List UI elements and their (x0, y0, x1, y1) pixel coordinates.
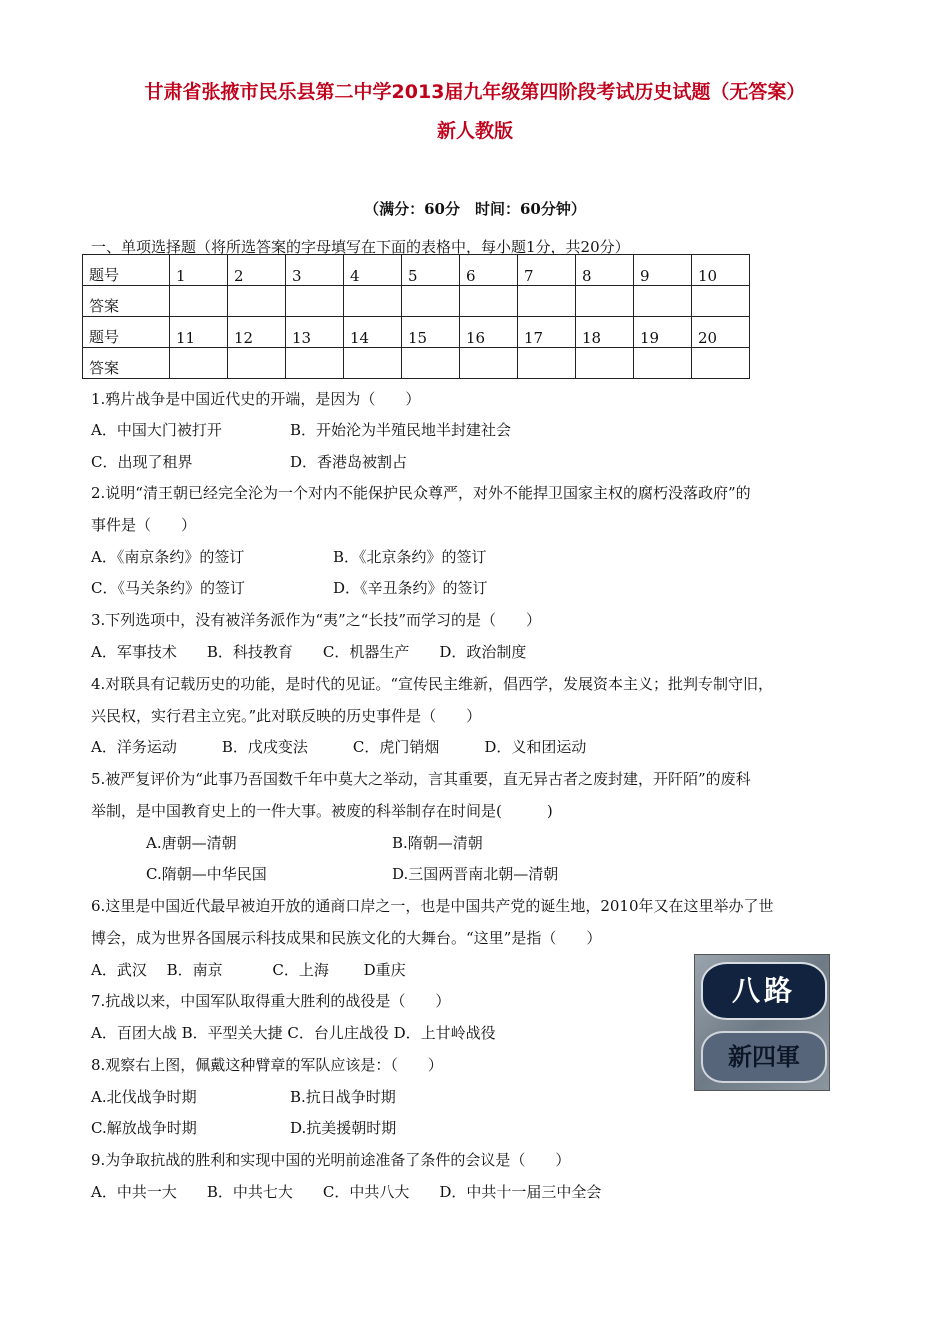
question-number: 1 (170, 255, 228, 286)
q7-options: A．百团大战 B．平型关大捷 C．台儿庄战役 D．上甘岭战役 (91, 1024, 496, 1042)
q6-options: A．武汉 B．南京 C．上海 D重庆 (91, 961, 406, 979)
q5-option-d: D.三国两晋南北朝—清朝 (392, 865, 559, 883)
q1-option-a: A．中国大门被打开 (91, 421, 222, 439)
q4-stem-line2: 兴民权，实行君主立宪。”此对联反映的历史事件是（ ） (91, 707, 482, 725)
answer-cell[interactable] (460, 348, 518, 379)
section1-instruction: 一、单项选择题（将所选答案的字母填写在下面的表格中，每小题1分，共20分） (91, 238, 630, 256)
question-number: 15 (402, 317, 460, 348)
q2-option-b: B．《北京条约》的签订 (333, 548, 487, 566)
q8-option-b: B.抗日战争时期 (290, 1088, 396, 1106)
answer-cell[interactable] (634, 286, 692, 317)
answer-cell[interactable] (692, 286, 750, 317)
row-label: 题号 (83, 255, 170, 286)
q2-stem-line1: 2.说明“清王朝已经完全沦为一个对内不能保护民众尊严，对外不能捍卫国家主权的腐朽没落政府”的 (91, 484, 751, 502)
q3-options: A．军事技术 B．科技教育 C．机器生产 D．政治制度 (91, 643, 527, 661)
question-number: 12 (228, 317, 286, 348)
q7-stem: 7.抗战以来，中国军队取得重大胜利的战役是（ ） (91, 992, 451, 1010)
q5-option-b: B.隋朝—清朝 (392, 834, 483, 852)
q2-stem-line2: 事件是（ ） (91, 516, 197, 534)
q5-stem-line2: 举制，是中国教育史上的一件大事。被废的科举制存在时间是( ) (91, 802, 553, 820)
answer-cell[interactable] (170, 286, 228, 317)
question-number: 20 (692, 317, 750, 348)
answer-cell[interactable] (460, 286, 518, 317)
question-number: 4 (344, 255, 402, 286)
question-number: 9 (634, 255, 692, 286)
q1-option-d: D．香港岛被割占 (290, 453, 408, 471)
table-row (83, 255, 750, 286)
answer-cell[interactable] (692, 348, 750, 379)
q5-option-a: A.唐朝—清朝 (146, 834, 237, 852)
answer-cell[interactable] (402, 348, 460, 379)
question-number: 16 (460, 317, 518, 348)
q5-stem-line1: 5.被严复评价为“此事乃吾国数千年中莫大之举动，言其重要，直无异古者之废封建，开阡陌”的废科 (91, 770, 751, 788)
question-number: 14 (344, 317, 402, 348)
q2-option-a: A．《南京条约》的签订 (91, 548, 245, 566)
question-number: 17 (518, 317, 576, 348)
armband-label-balu: 八路 (701, 962, 827, 1020)
answer-cell[interactable] (228, 286, 286, 317)
q3-stem: 3.下列选项中，没有被洋务派作为“夷”之“长技”而学习的是（ ） (91, 611, 541, 629)
question-number: 5 (402, 255, 460, 286)
answer-cell[interactable] (286, 286, 344, 317)
table-row (83, 348, 750, 379)
q8-stem: 8.观察右上图，佩戴这种臂章的军队应该是：（ ） (91, 1056, 443, 1074)
q4-stem-line1: 4.对联具有记载历史的功能，是时代的见证。“宣传民主维新，倡西学，发展资本主义；批判专制守旧， (91, 675, 773, 693)
question-number: 2 (228, 255, 286, 286)
q6-stem-line2: 博会，成为世界各国展示科技成果和民族文化的大舞台。“这里”是指（ ） (91, 929, 602, 947)
question-number: 3 (286, 255, 344, 286)
armband-label-xinsijun: 新四軍 (701, 1031, 827, 1083)
answer-cell[interactable] (518, 348, 576, 379)
answer-cell[interactable] (344, 348, 402, 379)
q9-options: A．中共一大 B．中共七大 C．中共八大 D．中共十一届三中全会 (91, 1183, 602, 1201)
question-number: 7 (518, 255, 576, 286)
table-row (83, 317, 750, 348)
question-number: 19 (634, 317, 692, 348)
table-row (83, 286, 750, 317)
q8-option-d: D.抗美援朝时期 (290, 1119, 397, 1137)
q1-stem: 1.鸦片战争是中国近代史的开端，是因为（ ） (91, 390, 421, 408)
answer-cell[interactable] (402, 286, 460, 317)
answer-cell[interactable] (228, 348, 286, 379)
doc-title-line1: 甘肃省张掖市民乐县第二中学2013届九年级第四阶段考试历史试题（无答案） (144, 81, 806, 103)
armband-image (694, 954, 830, 1091)
answer-cell[interactable] (286, 348, 344, 379)
answer-cell[interactable] (170, 348, 228, 379)
q8-option-a: A.北伐战争时期 (91, 1088, 197, 1106)
doc-title-line2: 新人教版 (436, 120, 513, 142)
answer-table (82, 254, 750, 379)
q1-option-b: B．开始沦为半殖民地半封建社会 (290, 421, 512, 439)
row-label: 答案 (83, 348, 170, 379)
question-number: 18 (576, 317, 634, 348)
q5-option-c: C.隋朝—中华民国 (146, 865, 267, 883)
row-label: 答案 (83, 286, 170, 317)
question-number: 6 (460, 255, 518, 286)
q9-stem: 9.为争取抗战的胜利和实现中国的光明前途准备了条件的会议是（ ） (91, 1151, 571, 1169)
answer-cell[interactable] (344, 286, 402, 317)
answer-cell[interactable] (576, 286, 634, 317)
answer-cell[interactable] (518, 286, 576, 317)
q1-option-c: C．出现了租界 (91, 453, 193, 471)
q2-option-d: D．《辛丑条约》的签订 (333, 579, 488, 597)
question-number: 10 (692, 255, 750, 286)
question-number: 8 (576, 255, 634, 286)
question-number: 11 (170, 317, 228, 348)
q8-option-c: C.解放战争时期 (91, 1119, 197, 1137)
q6-stem-line1: 6.这里是中国近代最早被迫开放的通商口岸之一，也是中国共产党的诞生地，2010年又在这里举办了世 (91, 897, 774, 915)
row-label: 题号 (83, 317, 170, 348)
answer-cell[interactable] (634, 348, 692, 379)
answer-cell[interactable] (576, 348, 634, 379)
score-time: （满分：60分 时间：60分钟） (364, 200, 586, 218)
q2-option-c: C．《马关条约》的签订 (91, 579, 245, 597)
question-number: 13 (286, 317, 344, 348)
q4-options: A．洋务运动 B．戊戌变法 C．虎门销烟 D．义和团运动 (91, 738, 587, 756)
